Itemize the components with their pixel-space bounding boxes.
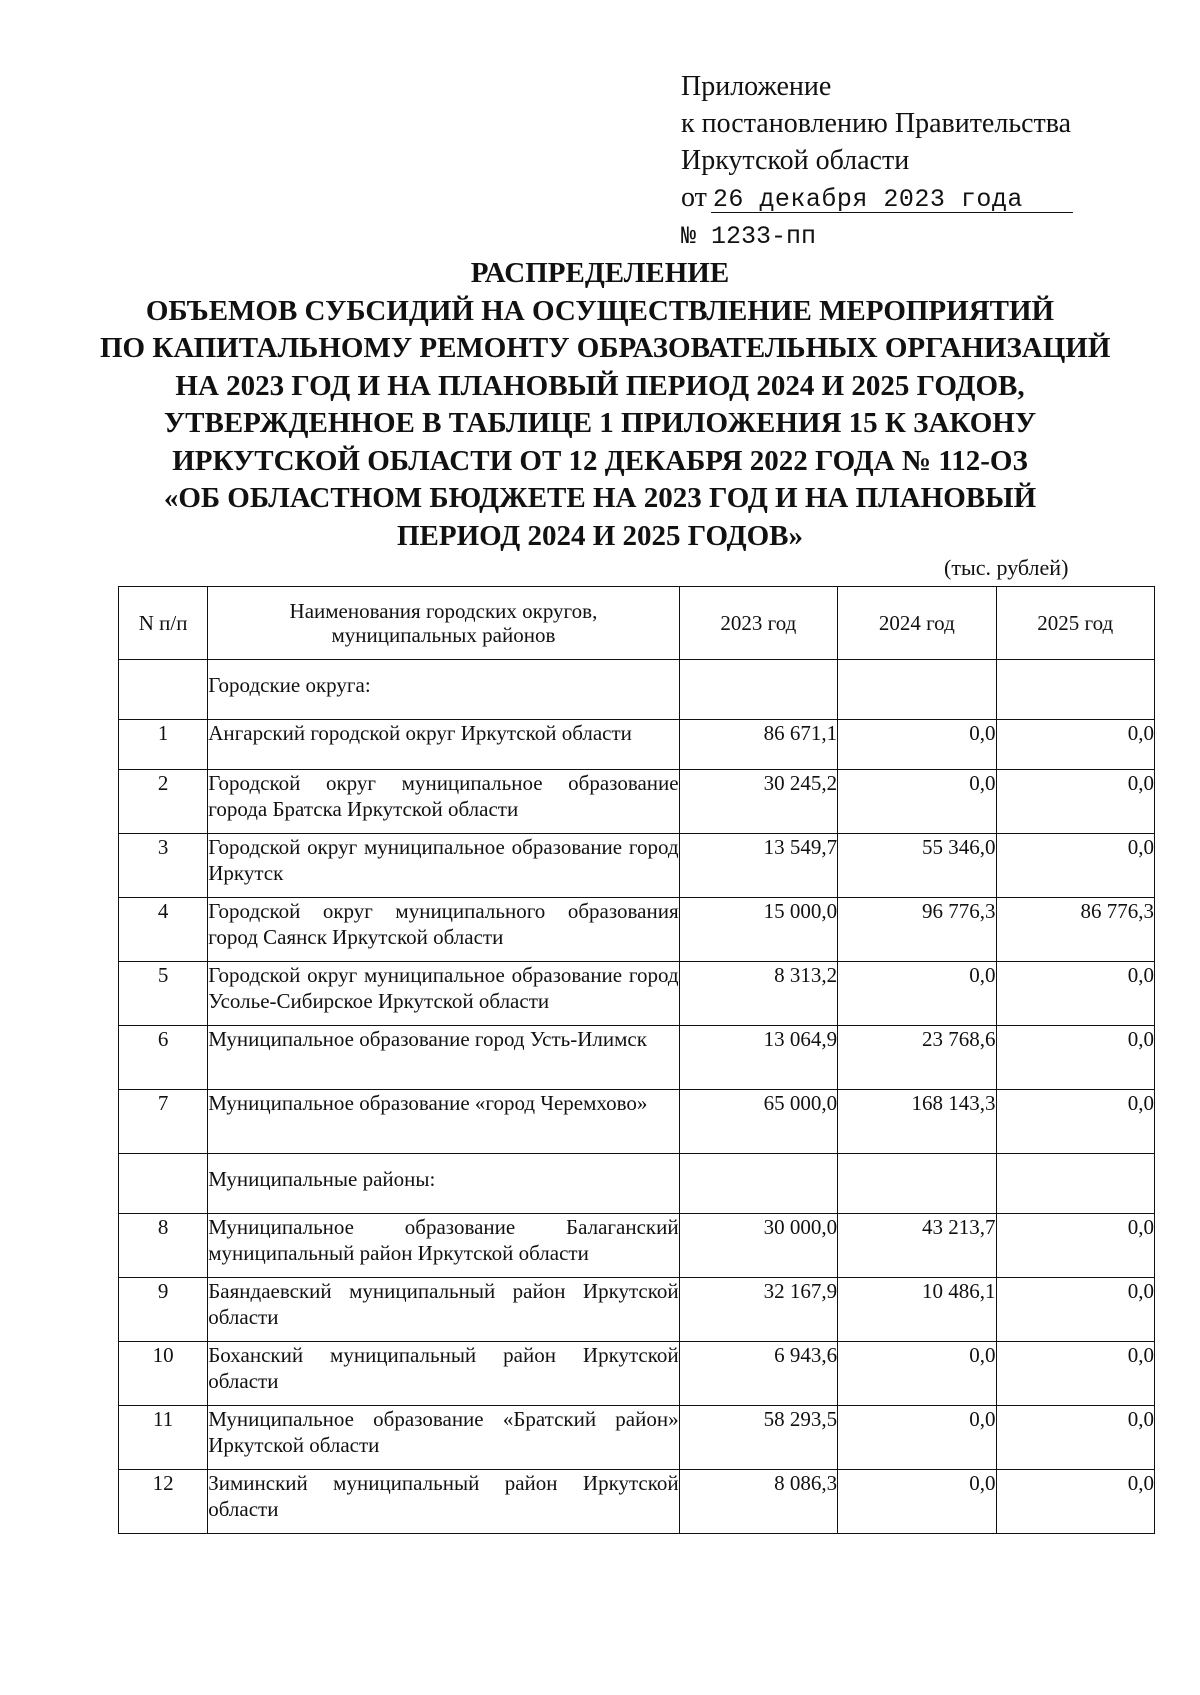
date-value: 26 декабря 2023 года — [712, 185, 1023, 214]
table-row — [119, 834, 1155, 898]
section-empty-cell — [119, 660, 208, 720]
row-2025-value: 0,0 — [996, 1090, 1154, 1154]
row-number: 8 — [119, 1214, 208, 1278]
table-row — [119, 1342, 1155, 1406]
row-name: Городской округ муниципального образования город Саянск Иркутской области — [208, 898, 679, 962]
title-line-6: ИРКУТСКОЙ ОБЛАСТИ ОТ 12 ДЕКАБРЯ 2022 ГОДА № 112-ОЗ — [172, 444, 1028, 477]
row-2023-value: 58 293,5 — [679, 1406, 837, 1470]
row-2024-value: 10 486,1 — [838, 1278, 996, 1342]
row-number: 10 — [119, 1342, 208, 1406]
row-name: Зиминский муниципальный район Иркутской области — [208, 1470, 679, 1534]
row-2025-value: 0,0 — [996, 1214, 1154, 1278]
header-2023: 2023 год — [679, 587, 837, 660]
row-name: Муниципальное образование Балаганский муниципальный район Иркутской области — [208, 1214, 679, 1278]
row-name: Муниципальное образование «город Черемхово» — [208, 1090, 679, 1154]
table-row — [119, 1026, 1155, 1090]
section-empty-cell — [838, 1154, 996, 1214]
row-2025-value: 0,0 — [996, 1278, 1154, 1342]
resolution-number: № 1233-пп — [681, 222, 817, 251]
row-2024-value: 168 143,3 — [838, 1090, 996, 1154]
row-number: 7 — [119, 1090, 208, 1154]
header-name-line-2: муниципальных районов — [331, 623, 556, 647]
appendix-date-row — [681, 179, 1071, 218]
row-2023-value: 65 000,0 — [679, 1090, 837, 1154]
table-row — [119, 1214, 1155, 1278]
header-name — [208, 587, 679, 660]
row-2024-value: 0,0 — [838, 1342, 996, 1406]
units-label: (тыс. рублей) — [944, 555, 1069, 580]
row-2024-value: 43 213,7 — [838, 1214, 996, 1278]
row-number: 1 — [119, 720, 208, 770]
row-2024-value: 0,0 — [838, 1470, 996, 1534]
header-2024: 2024 год — [838, 587, 996, 660]
row-2025-value: 0,0 — [996, 1342, 1154, 1406]
section-empty-cell — [838, 660, 996, 720]
section-empty-cell — [996, 1154, 1154, 1214]
table-row — [119, 720, 1155, 770]
date-prefix: от — [681, 182, 707, 213]
title-line-8: ПЕРИОД 2024 И 2025 ГОДОВ» — [397, 519, 803, 552]
row-2025-value: 0,0 — [996, 720, 1154, 770]
row-name: Боханский муниципальный район Иркутской области — [208, 1342, 679, 1406]
row-2024-value: 23 768,6 — [838, 1026, 996, 1090]
appendix-line-1: Приложение — [681, 71, 832, 102]
table-row — [119, 898, 1155, 962]
row-2025-value: 0,0 — [996, 1406, 1154, 1470]
row-2025-value: 0,0 — [996, 962, 1154, 1026]
row-2024-value: 96 776,3 — [838, 898, 996, 962]
title-line-1: РАСПРЕДЕЛЕНИЕ — [470, 257, 730, 289]
appendix-line-2: к постановлению Правительства — [681, 108, 1072, 139]
row-2023-value: 8 086,3 — [679, 1470, 837, 1534]
appendix-line-3: Иркутской области — [681, 145, 910, 176]
header-name-line-1: Наименования городских округов, — [289, 599, 598, 623]
row-2023-value: 13 064,9 — [679, 1026, 837, 1090]
row-2025-value: 0,0 — [996, 770, 1154, 834]
row-2023-value: 15 000,0 — [679, 898, 837, 962]
appendix-block — [681, 68, 1071, 255]
row-2023-value: 32 167,9 — [679, 1278, 837, 1342]
title-line-4: НА 2023 ГОД И НА ПЛАНОВЫЙ ПЕРИОД 2024 И 2025 ГОДОВ, — [175, 369, 1025, 402]
section-row-city-districts — [119, 660, 1155, 720]
title-line-3: ПО КАПИТАЛЬНОМУ РЕМОНТУ ОБРАЗОВАТЕЛЬНЫХ ОРГАНИЗАЦИЙ — [100, 332, 1111, 364]
row-number: 9 — [119, 1278, 208, 1342]
row-2023-value: 13 549,7 — [679, 834, 837, 898]
row-2023-value: 8 313,2 — [679, 962, 837, 1026]
table-row — [119, 1470, 1155, 1534]
row-2023-value: 30 000,0 — [679, 1214, 837, 1278]
header-number: N п/п — [119, 587, 208, 660]
row-2025-value: 0,0 — [996, 1470, 1154, 1534]
row-number: 5 — [119, 962, 208, 1026]
row-number: 2 — [119, 770, 208, 834]
title-line-5: УТВЕРЖДЕННОЕ В ТАБЛИЦЕ 1 ПРИЛОЖЕНИЯ 15 К ЗАКОНУ — [163, 407, 1037, 439]
row-2023-value: 86 671,1 — [679, 720, 837, 770]
row-number: 6 — [119, 1026, 208, 1090]
row-number: 4 — [119, 898, 208, 962]
row-2023-value: 30 245,2 — [679, 770, 837, 834]
table-row — [119, 1090, 1155, 1154]
row-number: 11 — [119, 1406, 208, 1470]
row-name: Ангарский городской округ Иркутской области — [208, 720, 679, 770]
row-2025-value: 0,0 — [996, 1026, 1154, 1090]
row-name: Городской округ муниципальное образование город Усолье-Сибирское Иркутской области — [208, 962, 679, 1026]
row-number: 12 — [119, 1470, 208, 1534]
table-header-row — [119, 587, 1155, 660]
section-empty-cell — [996, 660, 1154, 720]
date-underline — [711, 212, 1073, 213]
document-title — [100, 255, 1111, 555]
table-row — [119, 770, 1155, 834]
row-2025-value: 0,0 — [996, 834, 1154, 898]
row-number: 3 — [119, 834, 208, 898]
section-label: Муниципальные районы: — [208, 1154, 679, 1214]
row-2024-value: 55 346,0 — [838, 834, 996, 898]
table-row — [119, 1406, 1155, 1470]
title-line-2: ОБЪЕМОВ СУБСИДИЙ НА ОСУЩЕСТВЛЕНИЕ МЕРОПРИЯТИЙ — [145, 294, 1055, 327]
section-empty-cell — [679, 1154, 837, 1214]
row-2024-value: 0,0 — [838, 720, 996, 770]
section-label: Городские округа: — [208, 660, 679, 720]
row-name: Муниципальное образование город Усть-Илимск — [208, 1026, 679, 1090]
table-row — [119, 962, 1155, 1026]
header-2025: 2025 год — [996, 587, 1154, 660]
row-2025-value: 86 776,3 — [996, 898, 1154, 962]
row-2024-value: 0,0 — [838, 1406, 996, 1470]
subsidy-table — [118, 586, 1155, 1534]
row-name: Баяндаевский муниципальный район Иркутской области — [208, 1278, 679, 1342]
row-name: Муниципальное образование «Братский район» Иркутской области — [208, 1406, 679, 1470]
table-row — [119, 1278, 1155, 1342]
title-line-7: «ОБ ОБЛАСТНОМ БЮДЖЕТЕ НА 2023 ГОД И НА ПЛАНОВЫЙ — [163, 482, 1037, 514]
section-empty-cell — [119, 1154, 208, 1214]
row-2023-value: 6 943,6 — [679, 1342, 837, 1406]
row-2024-value: 0,0 — [838, 962, 996, 1026]
row-name: Городской округ муниципальное образование города Братска Иркутской области — [208, 770, 679, 834]
section-empty-cell — [679, 660, 837, 720]
row-2024-value: 0,0 — [838, 770, 996, 834]
row-name: Городской округ муниципальное образование город Иркутск — [208, 834, 679, 898]
section-row-municipal-districts — [119, 1154, 1155, 1214]
